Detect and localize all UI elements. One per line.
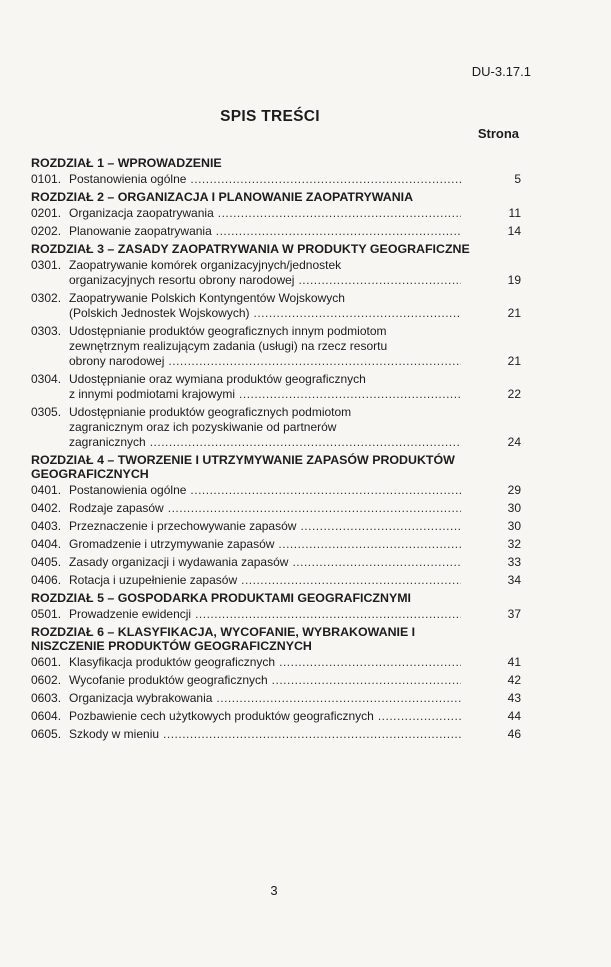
toc-entry <box>31 324 521 369</box>
entry-page-number: 5 <box>514 172 521 186</box>
toc-entry <box>31 573 521 588</box>
entry-page-number: 34 <box>507 573 521 587</box>
entry-page-number: 37 <box>507 607 521 621</box>
entry-page-number: 11 <box>508 206 521 220</box>
entry-number: 0303. <box>31 324 62 338</box>
entry-title-line: Przeznaczenie i przechowywanie zapasów <box>69 519 297 533</box>
dot-leader <box>279 655 461 670</box>
toc-entry <box>31 291 521 321</box>
entry-title-line: Udostępnianie produktów geograficznych podmiotom <box>69 405 352 419</box>
entry-page-number: 33 <box>507 555 521 569</box>
entry-title-line: (Polskich Jednostek Wojskowych) <box>69 306 250 320</box>
dot-leader <box>216 224 461 239</box>
toc-entry <box>31 607 521 622</box>
entry-number: 0604. <box>31 709 62 723</box>
dot-leader <box>298 273 461 288</box>
toc-entry <box>31 691 521 706</box>
entry-page-number: 30 <box>507 519 521 533</box>
toc-entry <box>31 519 521 534</box>
toc-entry <box>31 655 521 670</box>
entry-page-number: 24 <box>507 435 521 449</box>
dot-leader <box>195 607 461 622</box>
entry-page-number: 21 <box>507 306 521 320</box>
dot-leader <box>292 555 461 570</box>
entry-title-line: Klasyfikacja produktów geograficznych <box>69 655 276 669</box>
toc-entry <box>31 555 521 570</box>
entry-page-number: 14 <box>507 224 521 238</box>
entry-title-line: Organizacja wybrakowania <box>69 691 213 705</box>
dot-leader <box>278 537 461 552</box>
toc-entry <box>31 172 521 187</box>
dot-leader <box>378 709 461 724</box>
entry-number: 0302. <box>31 291 62 305</box>
entry-title-line: Zasady organizacji i wydawania zapasów <box>69 555 289 569</box>
entry-title-line: Postanowienia ogólne <box>69 483 187 497</box>
toc-entry <box>31 405 521 450</box>
entry-title-line: Rotacja i uzupełnienie zapasów <box>69 573 238 587</box>
toc-entry <box>31 673 521 688</box>
chapter-heading: ROZDZIAŁ 5 – GOSPODARKA PRODUKTAMI GEOGRAFICZNYMI <box>31 591 411 605</box>
entry-number: 0304. <box>31 372 62 386</box>
entry-number: 0405. <box>31 555 62 569</box>
entry-number: 0403. <box>31 519 62 533</box>
chapter-heading: ROZDZIAŁ 6 – KLASYFIKACJA, WYCOFANIE, WYBRAKOWANIE I NISZCZENIE PRODUKTÓW GEOGRAFICZNYCH <box>31 625 416 653</box>
toc-entry <box>31 483 521 498</box>
entry-title-line: Planowanie zaopatrywania <box>69 224 212 238</box>
entry-number: 0406. <box>31 573 62 587</box>
entry-title-line: Udostępnianie oraz wymiana produktów geograficznych <box>69 372 366 386</box>
document-code: DU-3.17.1 <box>471 64 531 79</box>
entry-page-number: 21 <box>507 354 521 368</box>
entry-title-line: z innymi podmiotami krajowymi <box>69 387 236 401</box>
entry-title-line: Postanowienia ogólne <box>69 172 187 186</box>
chapter-heading: ROZDZIAŁ 2 – ORGANIZACJA I PLANOWANIE ZAOPATRYWANIA <box>31 190 414 204</box>
entry-number: 0404. <box>31 537 62 551</box>
entry-page-number: 29 <box>507 483 521 497</box>
entry-page-number: 41 <box>507 655 521 669</box>
page-number: 3 <box>270 883 278 898</box>
dot-leader <box>168 354 461 369</box>
entry-title-line: zagranicznych <box>69 435 146 449</box>
page-column-header: Strona <box>477 126 519 141</box>
dot-leader <box>254 306 461 321</box>
entry-title-line: zewnętrznym realizującym zadania (usługi) na rzecz resortu <box>69 339 388 353</box>
chapter-heading: ROZDZIAŁ 1 – WPROWADZENIE <box>31 156 222 170</box>
entry-title-line: Udostępnianie produktów geograficznych innym podmiotom <box>69 324 387 338</box>
toc-entry <box>31 709 521 724</box>
chapter-heading: ROZDZIAŁ 3 – ZASADY ZAOPATRYWANIA W PRODUKTY GEOGRAFICZNE <box>31 242 470 256</box>
entry-page-number: 44 <box>507 709 521 723</box>
dot-leader <box>218 206 461 221</box>
dot-leader <box>190 483 461 498</box>
entry-title-line: zagranicznym oraz ich pozyskiwanie od partnerów <box>69 420 337 434</box>
entry-number: 0101. <box>31 172 62 186</box>
entry-page-number: 32 <box>507 537 521 551</box>
entry-title-line: Wycofanie produktów geograficznych <box>69 673 268 687</box>
entry-number: 0602. <box>31 673 62 687</box>
entry-page-number: 42 <box>507 673 521 687</box>
entry-title-line: Gromadzenie i utrzymywanie zapasów <box>69 537 275 551</box>
dot-leader <box>300 519 461 534</box>
dot-leader <box>239 387 461 402</box>
dot-leader <box>241 573 461 588</box>
toc-entry <box>31 372 521 402</box>
entry-number: 0605. <box>31 727 62 741</box>
entry-title-line: organizacyjnych resortu obrony narodowej <box>69 273 295 287</box>
toc-entry <box>31 501 521 516</box>
entry-title-line: Rodzaje zapasów <box>69 501 164 515</box>
entry-title-line: Prowadzenie ewidencji <box>69 607 192 621</box>
entry-title-line: Organizacja zaopatrywania <box>69 206 214 220</box>
chapter-heading: ROZDZIAŁ 4 – TWORZENIE I UTRZYMYWANIE ZAPASÓW PRODUKTÓW GEOGRAFICZNYCH <box>31 453 455 481</box>
entry-title-line: Szkody w mieniu <box>69 727 160 741</box>
entry-number: 0401. <box>31 483 62 497</box>
dot-leader <box>190 172 461 187</box>
toc-entry <box>31 224 521 239</box>
toc-entry <box>31 727 521 742</box>
entry-title-line: Zaopatrywanie komórek organizacyjnych/jednostek <box>69 258 342 272</box>
toc-title: SPIS TREŚCI <box>220 108 320 125</box>
entry-number: 0601. <box>31 655 62 669</box>
entry-page-number: 19 <box>507 273 521 287</box>
dot-leader <box>163 727 461 742</box>
entry-number: 0501. <box>31 607 62 621</box>
entry-page-number: 30 <box>507 501 521 515</box>
entry-number: 0201. <box>31 206 62 220</box>
entry-number: 0305. <box>31 405 62 419</box>
entry-title-line: Pozbawienie cech użytkowych produktów geograficznych <box>69 709 374 723</box>
dot-leader <box>216 691 461 706</box>
entry-title-line: obrony narodowej <box>69 354 165 368</box>
entry-title-line: Zaopatrywanie Polskich Kontyngentów Wojskowych <box>69 291 345 305</box>
dot-leader <box>168 501 461 516</box>
dot-leader <box>272 673 461 688</box>
toc-entry <box>31 537 521 552</box>
toc-entry <box>31 206 521 221</box>
toc-entry <box>31 258 521 288</box>
entry-number: 0402. <box>31 501 62 515</box>
dot-leader <box>150 435 461 450</box>
entry-page-number: 22 <box>507 387 521 401</box>
entry-number: 0301. <box>31 258 62 272</box>
entry-number: 0202. <box>31 224 62 238</box>
table-of-contents <box>31 153 521 745</box>
entry-number: 0603. <box>31 691 62 705</box>
entry-page-number: 43 <box>507 691 521 705</box>
entry-page-number: 46 <box>507 727 521 741</box>
